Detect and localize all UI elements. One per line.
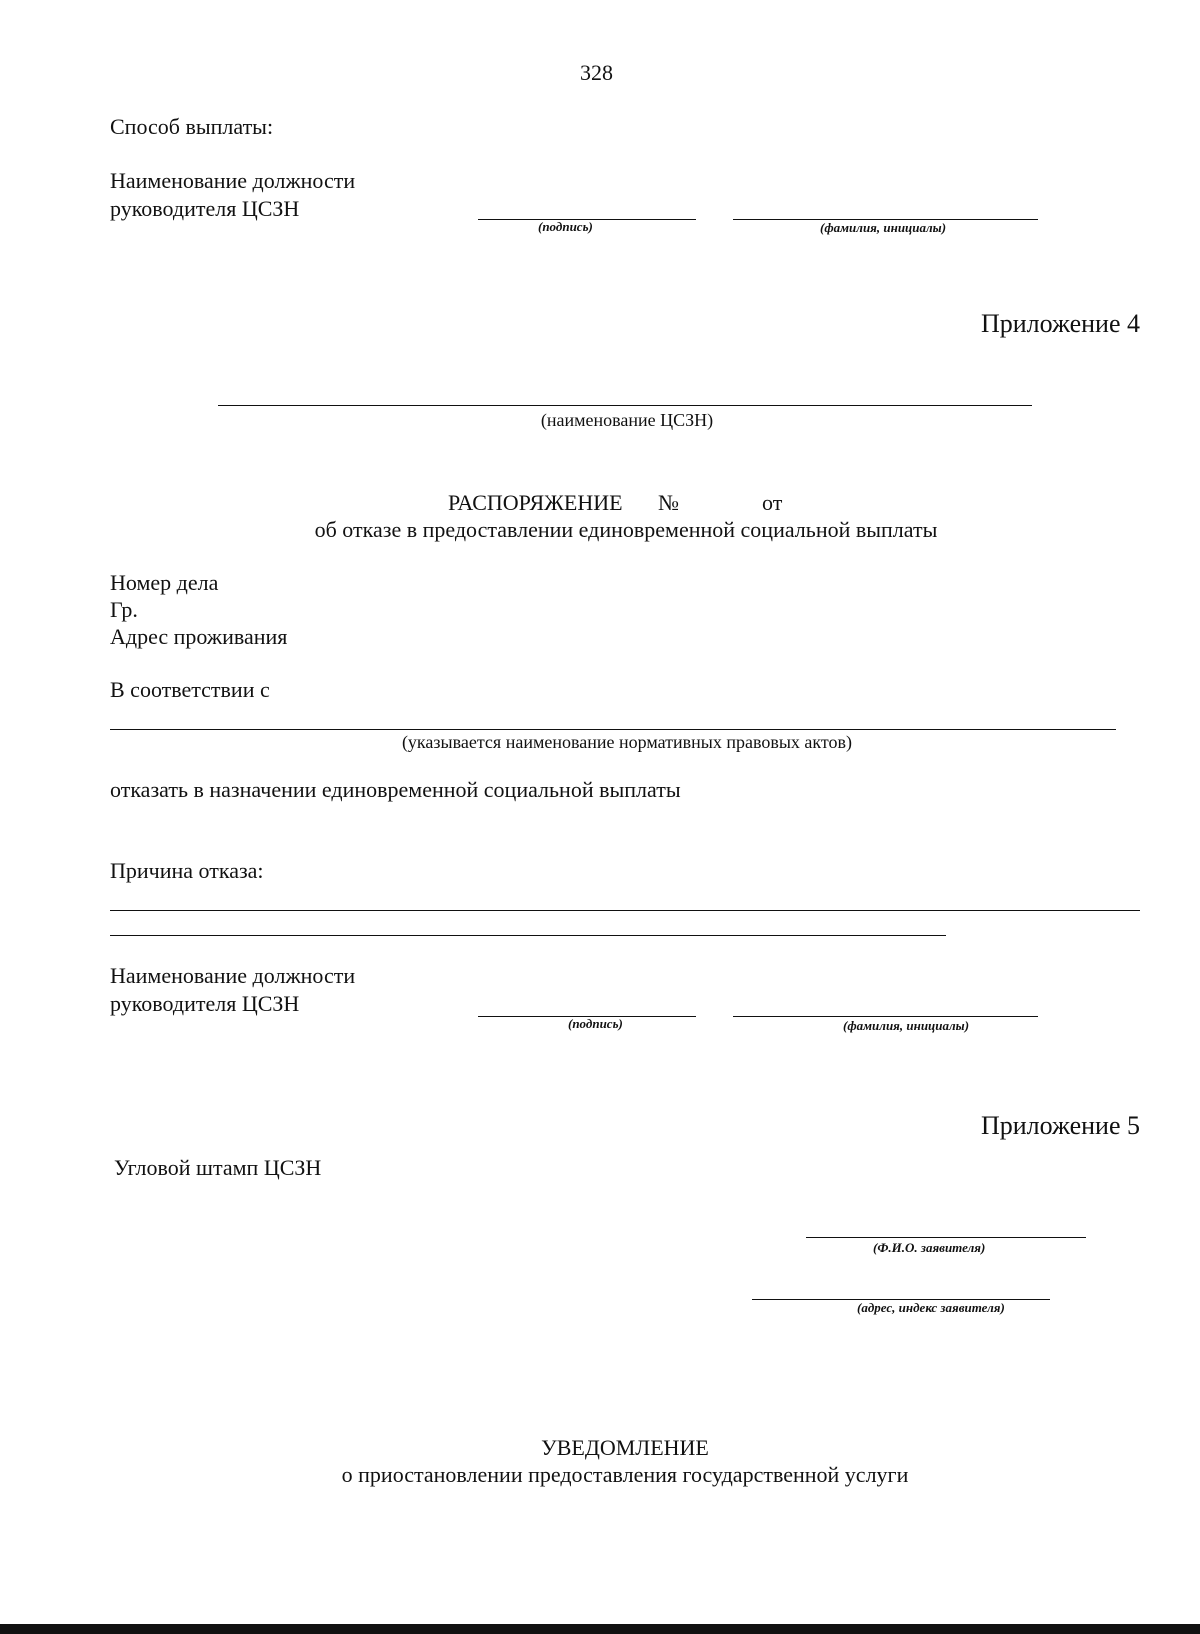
legal-acts-line <box>110 729 1116 730</box>
accordance-label: В соответствии с <box>110 677 270 702</box>
appendix-5-heading: Приложение 5 <box>980 1111 1140 1140</box>
address-label: Адрес проживания <box>110 624 288 649</box>
date-from-label: от <box>762 490 783 515</box>
corner-stamp-label: Угловой штамп ЦСЗН <box>114 1155 322 1180</box>
case-number-label: Номер дела <box>110 570 219 595</box>
applicant-address-caption: (адрес, индекс заявителя) <box>857 1300 1005 1315</box>
appendix-4-heading: Приложение 4 <box>980 309 1140 338</box>
name-line <box>733 1016 1038 1017</box>
signature-caption: (подпись) <box>568 1016 623 1031</box>
applicant-name-caption: (Ф.И.О. заявителя) <box>873 1240 986 1255</box>
notice-title: УВЕДОМЛЕНИЕ <box>541 1435 709 1460</box>
order-title: РАСПОРЯЖЕНИЕ <box>448 490 623 515</box>
page-number: 328 <box>580 60 613 85</box>
decision-text: отказать в назначении единовременной социальной выплаты <box>110 777 681 802</box>
number-sign: № <box>658 490 679 515</box>
refusal-reason-label: Причина отказа: <box>110 858 264 883</box>
position-title-line2: руководителя ЦСЗН <box>110 196 300 221</box>
position-title-line1: Наименование должности <box>110 963 356 988</box>
org-name-caption: (наименование ЦСЗН) <box>540 410 714 430</box>
name-caption: (фамилия, инициалы) <box>820 220 947 235</box>
order-subtitle: об отказе в предоставлении единовременной социальной выплаты <box>314 517 938 542</box>
scan-edge-bar <box>0 1624 1200 1634</box>
position-title-line1: Наименование должности <box>110 168 356 193</box>
org-name-line <box>218 405 1032 406</box>
name-caption: (фамилия, инициалы) <box>843 1018 970 1033</box>
refusal-reason-line-2 <box>110 935 946 936</box>
notice-subtitle: о приостановлении предоставления государственной услуги <box>341 1462 909 1487</box>
applicant-name-line <box>806 1237 1086 1238</box>
refusal-reason-line-1 <box>110 910 1140 911</box>
legal-acts-caption: (указывается наименование нормативных правовых актов) <box>401 732 853 752</box>
payment-method-label: Способ выплаты: <box>110 114 274 139</box>
position-title-line2: руководителя ЦСЗН <box>110 991 300 1016</box>
signature-caption: (подпись) <box>538 219 593 234</box>
citizen-label: Гр. <box>110 597 138 622</box>
